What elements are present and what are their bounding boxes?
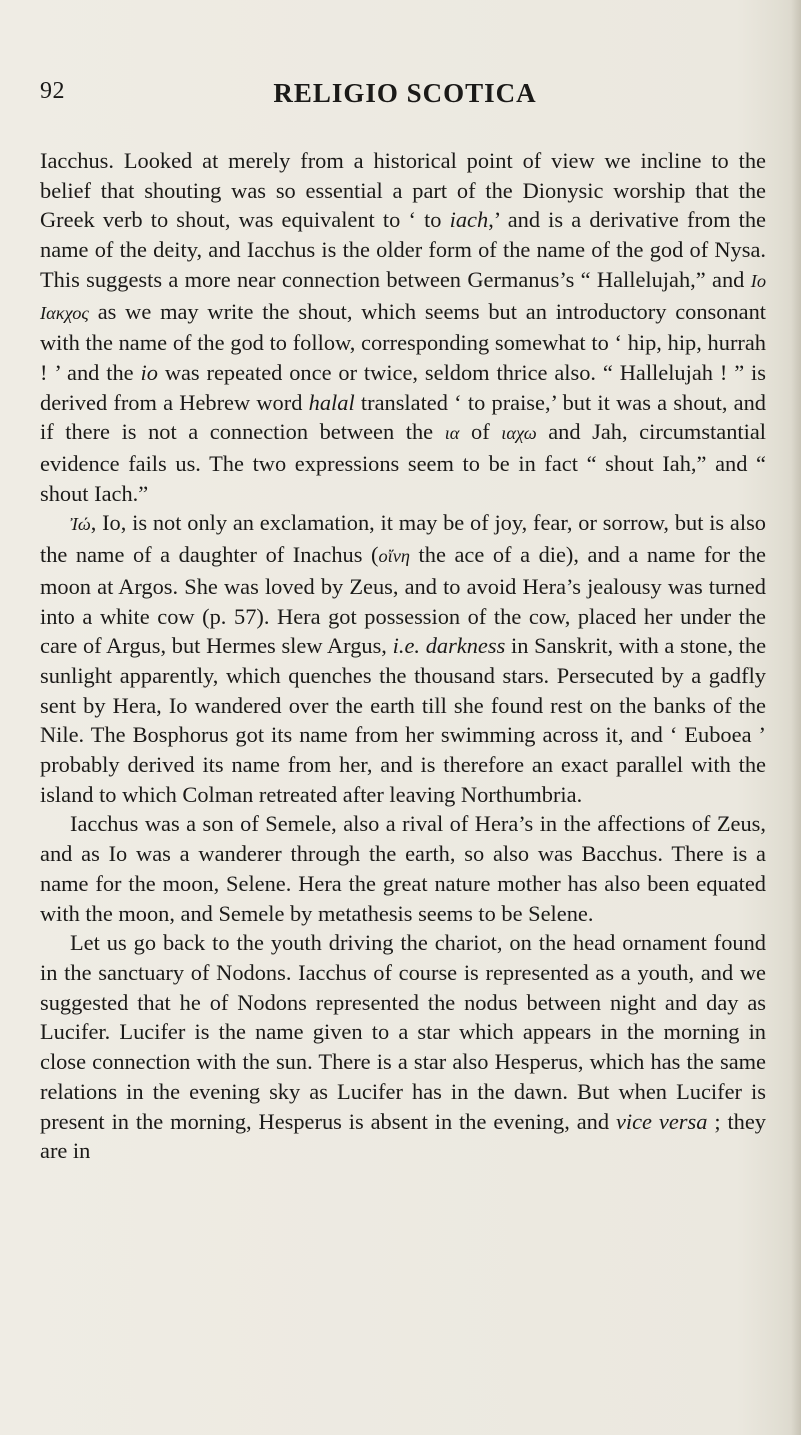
paragraph-1 <box>40 146 766 508</box>
paragraph-2 <box>40 508 766 809</box>
italic-text: iach <box>449 207 489 233</box>
italic-text: vice versa <box>615 1108 708 1134</box>
text-run: of <box>459 419 502 445</box>
text-run: Iacchus was a son of Semele, also a rival of Hera’s in the affections of Zeus, and as Io was a wanderer through the earth, so also was Bacchus. There is a name for the moon, Selene. Hera the great nature mother has also been equated with the moon, and Semele by metathesis seems to be Selene. <box>40 811 766 926</box>
text-run: , Io, is not only an exclamation, it may be of joy, fear, or sorrow, but is also the name of a daughter of Inachus ( <box>40 510 766 568</box>
running-title: RELIGIO SCOTICA <box>273 78 537 108</box>
text-run: and Jah, circumstantial evidence fails us. The two expressions seem to be in fact “ shout Iah,” and “ shout Iach.” <box>40 419 767 506</box>
text-run: as we may write the shout, which seems but an introductory consonant with the name of the god to follow, corresponding somewhat to ‘ hip, hip, hurrah ! ’ and the <box>40 298 766 385</box>
text-run: was repeated once or twice, seldom thrice also. “ Hallelujah ! ” is derived from a Hebrew word <box>40 359 766 415</box>
paragraph-3 <box>40 809 766 928</box>
body-text <box>40 146 766 1166</box>
text-run: translated ‘ to praise,’ but it was a shout, and if there is not a connection between the <box>40 389 766 445</box>
text-run: ,’ and is a derivative from the name of the deity, and Iacchus is the older form of the name of the god of Nysa. This suggests a more near connection between Germanus’s “ Hallelujah,” and <box>40 207 767 292</box>
greek-text: Io Ιακχος <box>40 270 766 323</box>
greek-text: ιαχω <box>501 423 537 444</box>
paragraph-4 <box>40 928 766 1166</box>
greek-text: Ἰώ <box>70 514 91 535</box>
italic-text: io <box>140 359 158 385</box>
text-run: ; they are in <box>40 1108 766 1164</box>
text-run: in Sanskrit, with a stone, the sunlight apparently, which quenches the thousand stars. Persecuted by a gadfly sent by Hera, Io wandered over the earth till she found rest on the banks of the Nile. The Bosphorus got its name from her swimming across it, and ‘ Euboea ’ probably derived its name from her, and is therefore an exact parallel with the island to which Colman retreated after leaving Northumbria. <box>40 633 767 807</box>
italic-text: halal <box>308 389 355 415</box>
page-number: 92 <box>40 78 65 104</box>
text-run: Let us go back to the youth driving the chariot, on the head ornament found in the sanctuary of Nodons. Iacchus of course is represented as a youth, and we suggested that he of Nodons represented the nodus between night and day as Lucifer. Lucifer is the name given to a star which appears in the morning in close connection with the sun. There is a star also Hesperus, which has the same relations in the evening sky as Lucifer has in the dawn. But when Lucifer is present in the morning, Hesperus is absent in the evening, and <box>40 930 766 1134</box>
greek-text: οἴνη <box>378 546 410 567</box>
greek-text: ια <box>444 423 460 444</box>
text-run: Iacchus. Looked at merely from a historical point of view we incline to the belief that shouting was so essential a part of the Dionysic worship that the Greek verb to shout, was equivalent to ‘ to <box>40 148 766 233</box>
italic-text: i.e. darkness <box>392 633 506 659</box>
page-edge-shadow <box>791 0 801 1435</box>
text-run: the ace of a die), and a name for the moon at Argos. She was loved by Zeus, and to avoid Hera’s jealousy was turned into a white cow (p. 57). Hera got possession of the cow, placed her under the care of Argus, but Hermes slew Argus, <box>40 542 767 659</box>
page-header <box>40 78 770 118</box>
